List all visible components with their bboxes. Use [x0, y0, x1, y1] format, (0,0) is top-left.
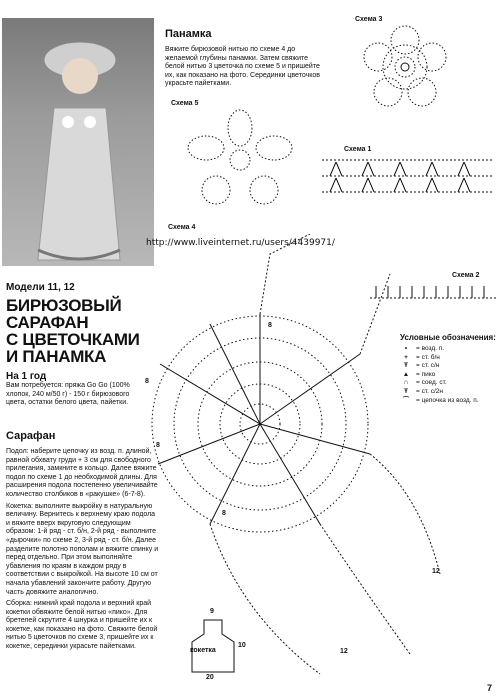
legend-text: = возд. п.: [416, 345, 445, 352]
legend-symbol: ∩: [403, 379, 409, 387]
pattern-label: кокетка: [190, 647, 216, 654]
pattern-dim-top: 9: [210, 608, 214, 615]
legend-title: Условные обозначения:: [400, 333, 496, 342]
scheme-1-diagram: [322, 152, 494, 198]
scheme-5-label: Схема 5: [171, 100, 199, 107]
repeat-label: 8: [156, 442, 160, 449]
paragraph: Кокетка: выполните выкройку в натуральную величину. Вернитесь к верхнему краю подола и вяжите вверх вкруговую следующим образом: 1-й ряд - ст. б/н, 2-й ряд - выполните «дырочки» по схеме 2, 3-й ряд - ст. б/н. Далее разделите полотно пополам и вяжите спинку и перед отдельно. При этом выполняйте убавления по краям в каждом ряду в соответствии с выкройкой. На высоте 10 см от начала убавлений закончите работу. Другую часть довяжите аналогично.: [6, 502, 159, 596]
repeat-label: 12: [340, 648, 348, 655]
title-line: С ЦВЕТОЧКАМИ: [6, 330, 140, 349]
legend-symbol: +: [404, 353, 408, 361]
legend-symbol: ⁀: [403, 396, 409, 404]
scheme-3-diagram: [360, 22, 450, 112]
legend-row: [400, 371, 496, 380]
legend-text: = цепочка из возд. п.: [416, 396, 479, 404]
paragraph: Сборка: нижний край подола и верхний край кокетки обвяжите белой нитью «пико». Для бретелей скрутите 4 шнурка и пришейте их к кокетке, как показано на фото. Свяжите белой нитью 5 цветочков по схеме 3, пришейте их к кокетке, серединки украсьте пайетками.: [6, 600, 158, 651]
legend-row: [400, 345, 496, 354]
legend-row: [400, 388, 496, 397]
repeat-label: 12: [432, 568, 440, 575]
pattern-dim-bottom: 20: [206, 674, 214, 681]
legend-symbol: ▲: [402, 370, 410, 378]
child-figure: [32, 38, 124, 264]
scheme-4-diagram: [120, 234, 460, 694]
legend: [400, 333, 496, 405]
panamka-heading: Панамка: [165, 28, 212, 40]
title-block: [6, 282, 156, 382]
scheme-5-diagram: [180, 108, 300, 214]
panamka-text: Вяжите бирюзовой нитью по схеме 4 до желаемой глубины панамки. Затем свяжите белой нитью 3 цветочка по схеме 5 и пришейте их, как показано на фото. Серединки цветочков украсьте пайетками.: [165, 46, 320, 88]
models-label: Модели 11, 12: [6, 282, 75, 293]
body-text: [6, 448, 160, 652]
article-title: [6, 297, 156, 365]
title-line: БИРЮЗОВЫЙ: [6, 296, 122, 315]
title-line: И ПАНАМКА: [6, 347, 107, 366]
legend-row: [400, 354, 496, 363]
page-number: 7: [487, 683, 493, 693]
paragraph: Подол: наберите цепочку из возд. п. длиной, равной обхвату груди + 3 см для свободного прилегания, замкните в кольцо. Далее вяжите подол по схеме 1 до необходимой длины. Для расширения подола постепенно увеличивайте количество столбиков в «ракушке» (6-7-8).: [6, 448, 158, 498]
scheme-4-label: Схема 4: [168, 224, 196, 231]
repeat-label: 8: [222, 510, 226, 517]
materials-text: Вам потребуется: пряжа Go Go (100% хлопок, 240 м/50 г) - 150 г бирюзового цвета, остатки белого цвета, пайетки.: [6, 382, 130, 407]
title-line: САРАФАН: [6, 313, 89, 332]
legend-row: [400, 397, 496, 406]
child-photo: [2, 18, 154, 266]
legend-text: = ст. с/н: [416, 362, 440, 370]
legend-symbol: •: [404, 345, 408, 352]
legend-text: = соед. ст.: [416, 379, 447, 387]
sarafan-heading: Сарафан: [6, 430, 56, 442]
legend-text: = пико: [416, 370, 436, 378]
repeat-label: 8: [145, 378, 149, 385]
scheme-3-label: Схема 3: [355, 16, 383, 23]
legend-text: = ст. б/н: [416, 353, 440, 361]
repeat-label: 8: [268, 322, 272, 329]
scheme-1-label: Схема 1: [344, 146, 372, 153]
legend-text: = ст. с/2н: [416, 387, 443, 395]
legend-symbol: Ŧ: [404, 387, 408, 395]
age-label: На 1 год: [6, 371, 47, 382]
legend-row: [400, 362, 496, 371]
legend-symbol: Ŧ: [404, 362, 408, 370]
legend-row: [400, 379, 496, 388]
scheme-2-label: Схема 2: [452, 272, 480, 279]
source-url[interactable]: http://www.liveinternet.ru/users/4439971/: [146, 238, 335, 248]
pattern-dim-right: 10: [238, 642, 246, 649]
